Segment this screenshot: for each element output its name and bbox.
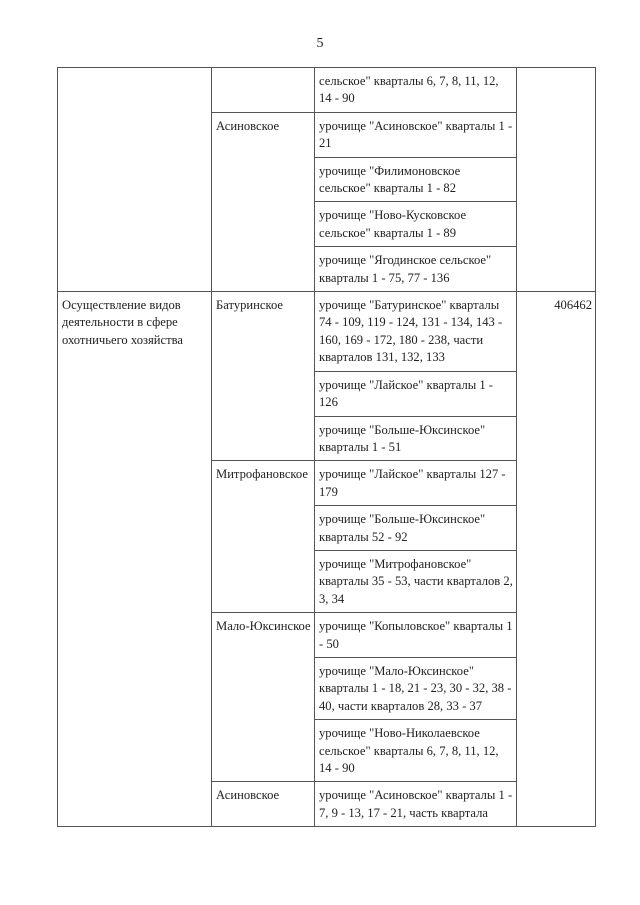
amount-cell: 406462 [517,292,596,827]
tract-cell: сельское" кварталы 6, 7, 8, 11, 12, 14 - 90 [315,68,517,113]
tract-cell: урочище "Филимоновское сельское" кварталы 1 - 82 [315,157,517,202]
forestry-cell: Асиновское [212,112,315,291]
tract-cell: урочище "Ягодинское сельское" кварталы 1 - 75, 77 - 136 [315,247,517,292]
amount-cell [517,68,596,292]
table-row [58,68,596,113]
tract-cell: урочище "Копыловское" кварталы 1 - 50 [315,613,517,658]
forestry-cell: Асиновское [212,782,315,827]
tract-cell: урочище "Мало-Юксинское" кварталы 1 - 18, 21 - 23, 30 - 32, 38 - 40, части кварталов 28, 33 - 37 [315,657,517,719]
tract-cell: урочище "Лайское" кварталы 1 - 126 [315,371,517,416]
tract-cell: урочище "Асиновское" кварталы 1 - 7, 9 - 13, 17 - 21, часть квартала [315,782,517,827]
tract-cell: урочище "Ново-Кусковское сельское" кварталы 1 - 89 [315,202,517,247]
forestry-cell: Батуринское [212,292,315,461]
tract-cell: урочище "Лайское" кварталы 127 - 179 [315,461,517,506]
tract-cell: урочище "Асиновское" кварталы 1 - 21 [315,112,517,157]
forestry-cell: Мало-Юксинское [212,613,315,782]
forest-lease-table [57,67,596,827]
activity-cell: Осуществление видов деятельности в сфере охотничьего хозяйства [58,292,212,827]
tract-cell: урочище "Больше-Юксинское" кварталы 1 - 51 [315,416,517,461]
table-row [58,292,596,372]
tract-cell: урочище "Митрофановское" кварталы 35 - 53, части кварталов 2, 3, 34 [315,550,517,612]
tract-cell: урочище "Батуринское" кварталы 74 - 109, 119 - 124, 131 - 134, 143 - 160, 169 - 172, 180 - 238, части кварталов 131, 132, 133 [315,292,517,372]
activity-cell [58,68,212,292]
tract-cell: урочище "Больше-Юксинское" кварталы 52 - 92 [315,506,517,551]
forestry-cell: Митрофановское [212,461,315,613]
tract-cell: урочище "Ново-Николаевское сельское" кварталы 6, 7, 8, 11, 12, 14 - 90 [315,720,517,782]
page-number: 5 [316,36,324,51]
forestry-cell [212,68,315,113]
